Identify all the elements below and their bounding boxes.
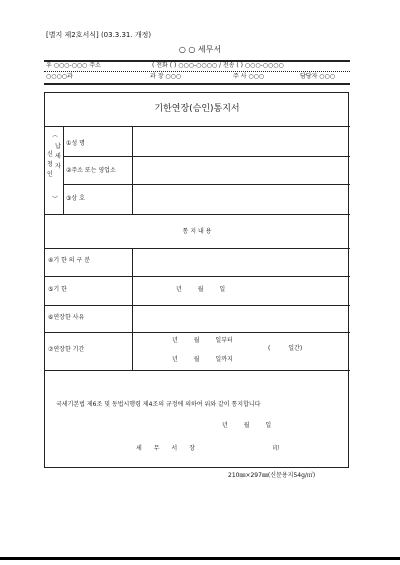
issue-date[interactable]: 년 월 일 bbox=[222, 422, 272, 429]
office-header: ○ ○ 세무서 bbox=[178, 45, 222, 54]
item-rule-2 bbox=[44, 305, 350, 306]
item-rule-1 bbox=[44, 276, 350, 277]
applicant-label-divider bbox=[132, 126, 133, 214]
extension-reason-label: ⑥연장한 사유 bbox=[48, 314, 85, 321]
legal-statement: 국세기본법 제6조 및 동법시행령 제4조의 규정에 의하여 위와 같이 통지합니다 bbox=[56, 401, 261, 408]
period-days[interactable]: ( 일간) bbox=[268, 345, 303, 352]
deadline-type-label: ④기 한 의 구 분 bbox=[48, 257, 90, 264]
notice-header: 통 지 내 용 bbox=[182, 228, 212, 235]
item-rule-3 bbox=[44, 332, 350, 333]
applicant-label-col1: 신 청 인 bbox=[47, 151, 53, 178]
official-seal: 印 bbox=[273, 445, 280, 452]
manager: 담당자 ○○○ bbox=[300, 73, 336, 80]
header-bottom-rule bbox=[44, 83, 350, 85]
extension-period-label: ⑦연장한 기간 bbox=[48, 346, 85, 353]
item-rule-4 bbox=[44, 370, 350, 371]
applicant-row-rule-1 bbox=[63, 156, 350, 157]
items-label-divider bbox=[132, 248, 133, 370]
section-chief: 과 장 ○○○ bbox=[150, 73, 182, 80]
bracket-top: ︵ bbox=[52, 132, 59, 139]
department: ○○○○과 bbox=[46, 73, 73, 80]
bracket-bottom: ︶ bbox=[52, 196, 59, 203]
zip-address: 우 ○○○-○○○ 주소 bbox=[46, 62, 101, 69]
name-label: ①성 명 bbox=[66, 140, 85, 147]
applicant-row-rule-2 bbox=[63, 184, 350, 185]
deadline-date[interactable]: 년 월 일 bbox=[176, 286, 226, 293]
paper-spec: 210㎜×297㎜(신문용지54g/㎡) bbox=[228, 472, 316, 479]
applicant-group-divider bbox=[63, 126, 64, 214]
address-label: ②주소 또는 영업소 bbox=[66, 167, 116, 174]
page-bottom-edge bbox=[0, 557, 400, 560]
applicant-bottom-rule bbox=[44, 214, 350, 215]
deadline-label: ⑤기 한 bbox=[48, 286, 67, 293]
signer-title: 세 무 서 장 bbox=[136, 445, 195, 452]
phone-fax: ( 전화 ( ) ○○○-○○○○ / 전송 ( ) ○○○-○○○○ bbox=[152, 62, 284, 69]
form-box bbox=[44, 92, 349, 468]
title-rule bbox=[44, 126, 350, 127]
period-start[interactable]: 년 월 일부터 bbox=[172, 337, 233, 344]
header-mid-rule bbox=[44, 71, 350, 72]
trade-name-label: ③상 호 bbox=[66, 195, 85, 202]
notice-header-rule bbox=[44, 248, 350, 249]
applicant-label-col2: 납 세 자 bbox=[55, 143, 61, 170]
period-end[interactable]: 년 월 일까지 bbox=[172, 356, 233, 363]
form-reference: [별지 제2호서식] (03.3.31. 개정) bbox=[46, 31, 152, 39]
form-title: 기한연장(승인)통지서 bbox=[154, 104, 240, 114]
officer: 주 사 ○○○ bbox=[233, 73, 265, 80]
